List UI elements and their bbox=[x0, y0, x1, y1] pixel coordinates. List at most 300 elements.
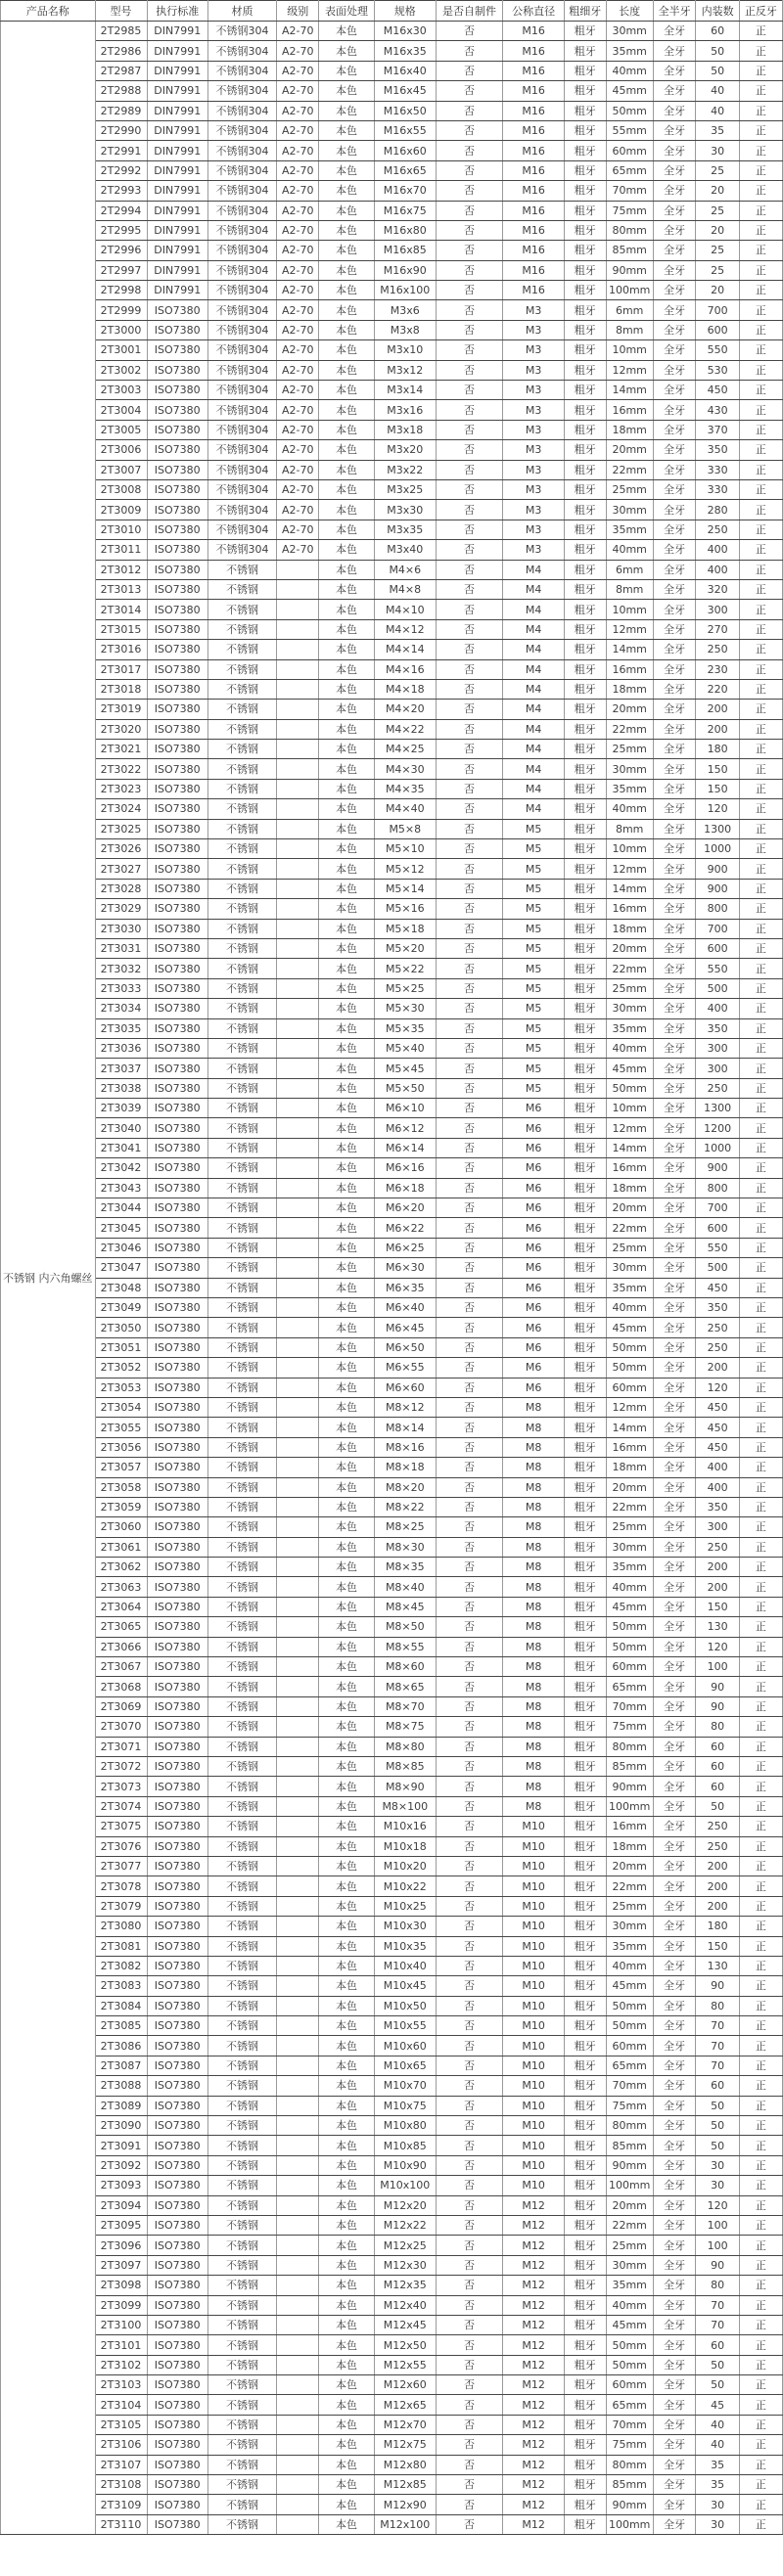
cell-spec: M12x75 bbox=[374, 2435, 436, 2455]
cell-standard: ISO7380 bbox=[147, 1298, 207, 1318]
cell-direction: 正 bbox=[739, 160, 782, 180]
cell-model: 2T3032 bbox=[95, 959, 147, 978]
cell-self-made: 否 bbox=[436, 281, 503, 300]
cell-standard: ISO7380 bbox=[147, 1397, 207, 1417]
cell-pack-qty: 60 bbox=[696, 1777, 739, 1796]
cell-thread-cover: 全牙 bbox=[653, 839, 696, 859]
cell-model: 2T3025 bbox=[95, 819, 147, 838]
cell-finish: 本色 bbox=[319, 1817, 375, 1836]
cell-model: 2T3094 bbox=[95, 2195, 147, 2215]
cell-grade bbox=[277, 640, 319, 659]
cell-direction: 正 bbox=[739, 740, 782, 759]
column-header-finish: 表面处理 bbox=[319, 1, 375, 22]
cell-diameter: M10 bbox=[503, 1917, 564, 1936]
cell-length: 45mm bbox=[606, 2315, 653, 2334]
cell-material: 不锈钢304 bbox=[207, 260, 276, 280]
cell-self-made: 否 bbox=[436, 22, 503, 41]
table-row bbox=[1, 579, 783, 599]
cell-grade: A2-70 bbox=[277, 160, 319, 180]
cell-self-made: 否 bbox=[436, 141, 503, 160]
table-row bbox=[1, 999, 783, 1018]
cell-model: 2T3000 bbox=[95, 320, 147, 339]
cell-length: 40mm bbox=[606, 540, 653, 560]
cell-finish: 本色 bbox=[319, 2395, 375, 2415]
cell-model: 2T3047 bbox=[95, 1258, 147, 1278]
cell-thread-pitch: 粗牙 bbox=[564, 1099, 606, 1118]
cell-thread-pitch: 粗牙 bbox=[564, 2335, 606, 2355]
header-row bbox=[1, 1, 783, 22]
cell-self-made: 否 bbox=[436, 1677, 503, 1696]
cell-length: 45mm bbox=[606, 1976, 653, 1996]
cell-diameter: M3 bbox=[503, 420, 564, 439]
cell-model: 2T3103 bbox=[95, 2375, 147, 2395]
cell-thread-cover: 全牙 bbox=[653, 1796, 696, 1816]
cell-grade bbox=[277, 2056, 319, 2075]
cell-thread-cover: 全牙 bbox=[653, 2136, 696, 2155]
cell-self-made: 否 bbox=[436, 1059, 503, 1078]
cell-direction: 正 bbox=[739, 2195, 782, 2215]
cell-grade bbox=[277, 2036, 319, 2056]
cell-thread-cover: 全牙 bbox=[653, 1418, 696, 1437]
table-row bbox=[1, 1597, 783, 1616]
cell-thread-cover: 全牙 bbox=[653, 2335, 696, 2355]
cell-direction: 正 bbox=[739, 1976, 782, 1996]
cell-thread-cover: 全牙 bbox=[653, 799, 696, 819]
cell-standard: DIN7991 bbox=[147, 41, 207, 61]
cell-self-made: 否 bbox=[436, 201, 503, 220]
cell-direction: 正 bbox=[739, 1458, 782, 1477]
cell-spec: M12x50 bbox=[374, 2335, 436, 2355]
cell-model: 2T3048 bbox=[95, 1278, 147, 1297]
cell-pack-qty: 250 bbox=[696, 1318, 739, 1337]
cell-spec: M5×8 bbox=[374, 819, 436, 838]
cell-spec: M10x55 bbox=[374, 2016, 436, 2036]
cell-grade bbox=[277, 1178, 319, 1198]
cell-direction: 正 bbox=[739, 1617, 782, 1637]
cell-diameter: M10 bbox=[503, 2136, 564, 2155]
cell-material: 不锈钢 bbox=[207, 1138, 276, 1157]
cell-thread-cover: 全牙 bbox=[653, 1397, 696, 1417]
cell-thread-cover: 全牙 bbox=[653, 1936, 696, 1956]
cell-direction: 正 bbox=[739, 460, 782, 479]
cell-grade: A2-70 bbox=[277, 500, 319, 520]
cell-model: 2T3110 bbox=[95, 2514, 147, 2534]
cell-standard: ISO7380 bbox=[147, 2435, 207, 2455]
cell-material: 不锈钢304 bbox=[207, 479, 276, 499]
cell-pack-qty: 70 bbox=[696, 2315, 739, 2334]
cell-material: 不锈钢304 bbox=[207, 381, 276, 400]
cell-thread-cover: 全牙 bbox=[653, 2076, 696, 2096]
cell-model: 2T2988 bbox=[95, 81, 147, 101]
cell-self-made: 否 bbox=[436, 1397, 503, 1417]
cell-length: 8mm bbox=[606, 819, 653, 838]
cell-finish: 本色 bbox=[319, 1956, 375, 1975]
cell-diameter: M16 bbox=[503, 201, 564, 220]
cell-pack-qty: 200 bbox=[696, 1577, 739, 1597]
cell-standard: ISO7380 bbox=[147, 1896, 207, 1916]
cell-standard: ISO7380 bbox=[147, 2276, 207, 2295]
cell-length: 10mm bbox=[606, 839, 653, 859]
cell-grade: A2-70 bbox=[277, 141, 319, 160]
cell-direction: 正 bbox=[739, 1318, 782, 1337]
cell-pack-qty: 25 bbox=[696, 260, 739, 280]
table-row bbox=[1, 220, 783, 240]
cell-standard: ISO7380 bbox=[147, 1657, 207, 1677]
cell-direction: 正 bbox=[739, 2315, 782, 2334]
cell-thread-pitch: 粗牙 bbox=[564, 2514, 606, 2534]
cell-material: 不锈钢 bbox=[207, 1238, 276, 1257]
cell-finish: 本色 bbox=[319, 999, 375, 1018]
table-row bbox=[1, 340, 783, 360]
cell-self-made: 否 bbox=[436, 1597, 503, 1616]
cell-grade bbox=[277, 1258, 319, 1278]
cell-spec: M3x30 bbox=[374, 500, 436, 520]
cell-diameter: M8 bbox=[503, 1696, 564, 1716]
cell-pack-qty: 200 bbox=[696, 719, 739, 739]
cell-thread-pitch: 粗牙 bbox=[564, 978, 606, 998]
cell-thread-pitch: 粗牙 bbox=[564, 1617, 606, 1637]
cell-self-made: 否 bbox=[436, 659, 503, 679]
cell-pack-qty: 60 bbox=[696, 1737, 739, 1756]
cell-direction: 正 bbox=[739, 61, 782, 80]
cell-diameter: M16 bbox=[503, 220, 564, 240]
cell-pack-qty: 35 bbox=[696, 2475, 739, 2495]
cell-self-made: 否 bbox=[436, 381, 503, 400]
cell-thread-pitch: 粗牙 bbox=[564, 41, 606, 61]
column-header-thread-pitch: 粗细牙 bbox=[564, 1, 606, 22]
cell-grade bbox=[277, 679, 319, 699]
cell-direction: 正 bbox=[739, 1817, 782, 1836]
cell-grade bbox=[277, 2276, 319, 2295]
cell-material: 不锈钢 bbox=[207, 1677, 276, 1696]
cell-standard: ISO7380 bbox=[147, 1497, 207, 1516]
cell-pack-qty: 50 bbox=[696, 2375, 739, 2395]
cell-finish: 本色 bbox=[319, 1917, 375, 1936]
table-row bbox=[1, 2016, 783, 2036]
cell-length: 35mm bbox=[606, 41, 653, 61]
cell-material: 不锈钢 bbox=[207, 2096, 276, 2115]
cell-grade: A2-70 bbox=[277, 41, 319, 61]
cell-pack-qty: 35 bbox=[696, 120, 739, 140]
cell-finish: 本色 bbox=[319, 659, 375, 679]
cell-finish: 本色 bbox=[319, 2255, 375, 2275]
table-row bbox=[1, 1777, 783, 1796]
cell-self-made: 否 bbox=[436, 2335, 503, 2355]
cell-thread-cover: 全牙 bbox=[653, 61, 696, 80]
cell-material: 不锈钢 bbox=[207, 1756, 276, 1776]
cell-length: 25mm bbox=[606, 1896, 653, 1916]
cell-grade bbox=[277, 1976, 319, 1996]
cell-grade bbox=[277, 1378, 319, 1397]
cell-model: 2T3036 bbox=[95, 1038, 147, 1058]
cell-thread-cover: 全牙 bbox=[653, 1597, 696, 1616]
cell-grade bbox=[277, 1936, 319, 1956]
cell-spec: M8×75 bbox=[374, 1717, 436, 1737]
cell-material: 不锈钢 bbox=[207, 2455, 276, 2474]
cell-material: 不锈钢 bbox=[207, 2375, 276, 2395]
cell-direction: 正 bbox=[739, 241, 782, 260]
table-row bbox=[1, 460, 783, 479]
cell-diameter: M4 bbox=[503, 799, 564, 819]
cell-pack-qty: 40 bbox=[696, 2435, 739, 2455]
cell-grade bbox=[277, 2016, 319, 2036]
cell-finish: 本色 bbox=[319, 560, 375, 579]
cell-thread-cover: 全牙 bbox=[653, 1876, 696, 1896]
cell-grade bbox=[277, 740, 319, 759]
table-row bbox=[1, 919, 783, 938]
cell-standard: ISO7380 bbox=[147, 1756, 207, 1776]
cell-pack-qty: 700 bbox=[696, 1198, 739, 1218]
cell-finish: 本色 bbox=[319, 1298, 375, 1318]
cell-thread-pitch: 粗牙 bbox=[564, 500, 606, 520]
cell-thread-pitch: 粗牙 bbox=[564, 1737, 606, 1756]
cell-model: 2T3084 bbox=[95, 1996, 147, 2015]
cell-finish: 本色 bbox=[319, 938, 375, 958]
cell-finish: 本色 bbox=[319, 1218, 375, 1238]
cell-length: 12mm bbox=[606, 1118, 653, 1138]
cell-length: 6mm bbox=[606, 560, 653, 579]
cell-thread-cover: 全牙 bbox=[653, 201, 696, 220]
cell-model: 2T3044 bbox=[95, 1198, 147, 1218]
cell-length: 22mm bbox=[606, 460, 653, 479]
cell-pack-qty: 120 bbox=[696, 2195, 739, 2215]
cell-length: 80mm bbox=[606, 2116, 653, 2136]
cell-thread-cover: 全牙 bbox=[653, 819, 696, 838]
cell-diameter: M16 bbox=[503, 241, 564, 260]
cell-length: 65mm bbox=[606, 1677, 653, 1696]
cell-spec: M10x90 bbox=[374, 2155, 436, 2175]
cell-self-made: 否 bbox=[436, 959, 503, 978]
cell-thread-cover: 全牙 bbox=[653, 360, 696, 380]
cell-finish: 本色 bbox=[319, 2435, 375, 2455]
cell-material: 不锈钢 bbox=[207, 759, 276, 779]
cell-finish: 本色 bbox=[319, 340, 375, 360]
cell-thread-pitch: 粗牙 bbox=[564, 2056, 606, 2075]
cell-thread-cover: 全牙 bbox=[653, 1917, 696, 1936]
cell-grade: A2-70 bbox=[277, 201, 319, 220]
cell-length: 90mm bbox=[606, 1777, 653, 1796]
cell-diameter: M4 bbox=[503, 659, 564, 679]
cell-pack-qty: 400 bbox=[696, 1458, 739, 1477]
cell-self-made: 否 bbox=[436, 759, 503, 779]
cell-self-made: 否 bbox=[436, 2016, 503, 2036]
cell-length: 45mm bbox=[606, 1318, 653, 1337]
cell-spec: M10x18 bbox=[374, 1836, 436, 1856]
cell-model: 2T2992 bbox=[95, 160, 147, 180]
cell-thread-cover: 全牙 bbox=[653, 978, 696, 998]
cell-thread-cover: 全牙 bbox=[653, 320, 696, 339]
cell-spec: M6×16 bbox=[374, 1158, 436, 1178]
cell-thread-cover: 全牙 bbox=[653, 2255, 696, 2275]
cell-thread-cover: 全牙 bbox=[653, 1817, 696, 1836]
cell-standard: ISO7380 bbox=[147, 1637, 207, 1656]
cell-standard: ISO7380 bbox=[147, 560, 207, 579]
table-row bbox=[1, 1936, 783, 1956]
cell-grade: A2-70 bbox=[277, 400, 319, 420]
cell-length: 35mm bbox=[606, 1018, 653, 1038]
cell-pack-qty: 430 bbox=[696, 400, 739, 420]
cell-pack-qty: 20 bbox=[696, 220, 739, 240]
cell-length: 50mm bbox=[606, 2335, 653, 2355]
cell-length: 16mm bbox=[606, 659, 653, 679]
cell-length: 25mm bbox=[606, 1238, 653, 1257]
cell-finish: 本色 bbox=[319, 2116, 375, 2136]
table-row bbox=[1, 879, 783, 898]
cell-standard: ISO7380 bbox=[147, 2295, 207, 2315]
cell-thread-pitch: 粗牙 bbox=[564, 719, 606, 739]
cell-finish: 本色 bbox=[319, 460, 375, 479]
cell-finish: 本色 bbox=[319, 101, 375, 120]
cell-material: 不锈钢 bbox=[207, 2315, 276, 2334]
cell-standard: ISO7380 bbox=[147, 500, 207, 520]
cell-material: 不锈钢 bbox=[207, 999, 276, 1018]
cell-spec: M3x25 bbox=[374, 479, 436, 499]
cell-finish: 本色 bbox=[319, 2355, 375, 2374]
cell-model: 2T2998 bbox=[95, 281, 147, 300]
cell-spec: M8×22 bbox=[374, 1497, 436, 1516]
cell-spec: M12x55 bbox=[374, 2355, 436, 2374]
cell-spec: M3x8 bbox=[374, 320, 436, 339]
cell-thread-cover: 全牙 bbox=[653, 1099, 696, 1118]
cell-finish: 本色 bbox=[319, 899, 375, 919]
cell-length: 22mm bbox=[606, 1218, 653, 1238]
table-row bbox=[1, 2455, 783, 2474]
cell-thread-cover: 全牙 bbox=[653, 1497, 696, 1516]
table-row bbox=[1, 120, 783, 140]
cell-material: 不锈钢304 bbox=[207, 360, 276, 380]
cell-thread-pitch: 粗牙 bbox=[564, 740, 606, 759]
cell-material: 不锈钢 bbox=[207, 1517, 276, 1537]
cell-thread-pitch: 粗牙 bbox=[564, 1258, 606, 1278]
cell-thread-pitch: 粗牙 bbox=[564, 619, 606, 639]
cell-thread-cover: 全牙 bbox=[653, 241, 696, 260]
cell-thread-pitch: 粗牙 bbox=[564, 1577, 606, 1597]
cell-thread-pitch: 粗牙 bbox=[564, 1796, 606, 1816]
cell-standard: ISO7380 bbox=[147, 919, 207, 938]
cell-self-made: 否 bbox=[436, 1238, 503, 1257]
cell-model: 2T3009 bbox=[95, 500, 147, 520]
cell-spec: M4×6 bbox=[374, 560, 436, 579]
cell-self-made: 否 bbox=[436, 799, 503, 819]
cell-spec: M4×16 bbox=[374, 659, 436, 679]
cell-pack-qty: 1200 bbox=[696, 1118, 739, 1138]
cell-model: 2T3029 bbox=[95, 899, 147, 919]
cell-standard: ISO7380 bbox=[147, 640, 207, 659]
cell-diameter: M5 bbox=[503, 938, 564, 958]
cell-pack-qty: 800 bbox=[696, 1178, 739, 1198]
cell-diameter: M16 bbox=[503, 260, 564, 280]
cell-direction: 正 bbox=[739, 2155, 782, 2175]
cell-length: 25mm bbox=[606, 978, 653, 998]
cell-spec: M5×18 bbox=[374, 919, 436, 938]
column-header-grade: 级别 bbox=[277, 1, 319, 22]
cell-finish: 本色 bbox=[319, 819, 375, 838]
cell-diameter: M16 bbox=[503, 141, 564, 160]
cell-model: 2T3087 bbox=[95, 2056, 147, 2075]
cell-direction: 正 bbox=[739, 1358, 782, 1378]
column-header-diameter: 公称直径 bbox=[503, 1, 564, 22]
cell-thread-cover: 全牙 bbox=[653, 2295, 696, 2315]
cell-length: 90mm bbox=[606, 2495, 653, 2514]
cell-grade bbox=[277, 2176, 319, 2195]
cell-direction: 正 bbox=[739, 479, 782, 499]
cell-diameter: M10 bbox=[503, 1876, 564, 1896]
cell-finish: 本色 bbox=[319, 2056, 375, 2075]
cell-pack-qty: 550 bbox=[696, 1238, 739, 1257]
cell-standard: ISO7380 bbox=[147, 1318, 207, 1337]
cell-thread-cover: 全牙 bbox=[653, 1337, 696, 1357]
cell-thread-cover: 全牙 bbox=[653, 919, 696, 938]
cell-direction: 正 bbox=[739, 2236, 782, 2255]
cell-diameter: M5 bbox=[503, 1018, 564, 1038]
cell-spec: M5×10 bbox=[374, 839, 436, 859]
cell-self-made: 否 bbox=[436, 1078, 503, 1098]
cell-diameter: M3 bbox=[503, 440, 564, 460]
cell-spec: M6×10 bbox=[374, 1099, 436, 1118]
cell-finish: 本色 bbox=[319, 1717, 375, 1737]
cell-standard: ISO7380 bbox=[147, 799, 207, 819]
cell-diameter: M8 bbox=[503, 1558, 564, 1577]
cell-direction: 正 bbox=[739, 2514, 782, 2534]
cell-finish: 本色 bbox=[319, 420, 375, 439]
cell-material: 不锈钢 bbox=[207, 579, 276, 599]
cell-material: 不锈钢 bbox=[207, 619, 276, 639]
cell-direction: 正 bbox=[739, 400, 782, 420]
cell-thread-cover: 全牙 bbox=[653, 300, 696, 320]
cell-direction: 正 bbox=[739, 2016, 782, 2036]
cell-pack-qty: 90 bbox=[696, 2255, 739, 2275]
cell-spec: M4×25 bbox=[374, 740, 436, 759]
cell-thread-pitch: 粗牙 bbox=[564, 1018, 606, 1038]
cell-material: 不锈钢 bbox=[207, 1597, 276, 1616]
cell-material: 不锈钢 bbox=[207, 1617, 276, 1637]
cell-model: 2T3095 bbox=[95, 2215, 147, 2235]
cell-spec: M5×12 bbox=[374, 859, 436, 879]
cell-standard: ISO7380 bbox=[147, 1258, 207, 1278]
cell-finish: 本色 bbox=[319, 220, 375, 240]
cell-thread-pitch: 粗牙 bbox=[564, 2096, 606, 2115]
cell-self-made: 否 bbox=[436, 61, 503, 80]
cell-thread-pitch: 粗牙 bbox=[564, 1976, 606, 1996]
cell-finish: 本色 bbox=[319, 1138, 375, 1157]
cell-thread-cover: 全牙 bbox=[653, 600, 696, 619]
cell-thread-pitch: 粗牙 bbox=[564, 1896, 606, 1916]
cell-finish: 本色 bbox=[319, 1318, 375, 1337]
cell-finish: 本色 bbox=[319, 1018, 375, 1038]
table-row bbox=[1, 2475, 783, 2495]
table-row bbox=[1, 2495, 783, 2514]
cell-standard: DIN7991 bbox=[147, 220, 207, 240]
cell-self-made: 否 bbox=[436, 879, 503, 898]
cell-self-made: 否 bbox=[436, 1477, 503, 1497]
cell-material: 不锈钢 bbox=[207, 2415, 276, 2434]
cell-model: 2T3063 bbox=[95, 1577, 147, 1597]
cell-spec: M10x85 bbox=[374, 2136, 436, 2155]
cell-model: 2T2990 bbox=[95, 120, 147, 140]
cell-length: 14mm bbox=[606, 1138, 653, 1157]
cell-standard: ISO7380 bbox=[147, 440, 207, 460]
cell-model: 2T3081 bbox=[95, 1936, 147, 1956]
cell-length: 65mm bbox=[606, 2395, 653, 2415]
cell-spec: M4×8 bbox=[374, 579, 436, 599]
cell-grade bbox=[277, 619, 319, 639]
cell-diameter: M3 bbox=[503, 360, 564, 380]
cell-grade: A2-70 bbox=[277, 540, 319, 560]
cell-thread-pitch: 粗牙 bbox=[564, 1078, 606, 1098]
cell-diameter: M12 bbox=[503, 2375, 564, 2395]
cell-direction: 正 bbox=[739, 1956, 782, 1975]
cell-pack-qty: 500 bbox=[696, 978, 739, 998]
